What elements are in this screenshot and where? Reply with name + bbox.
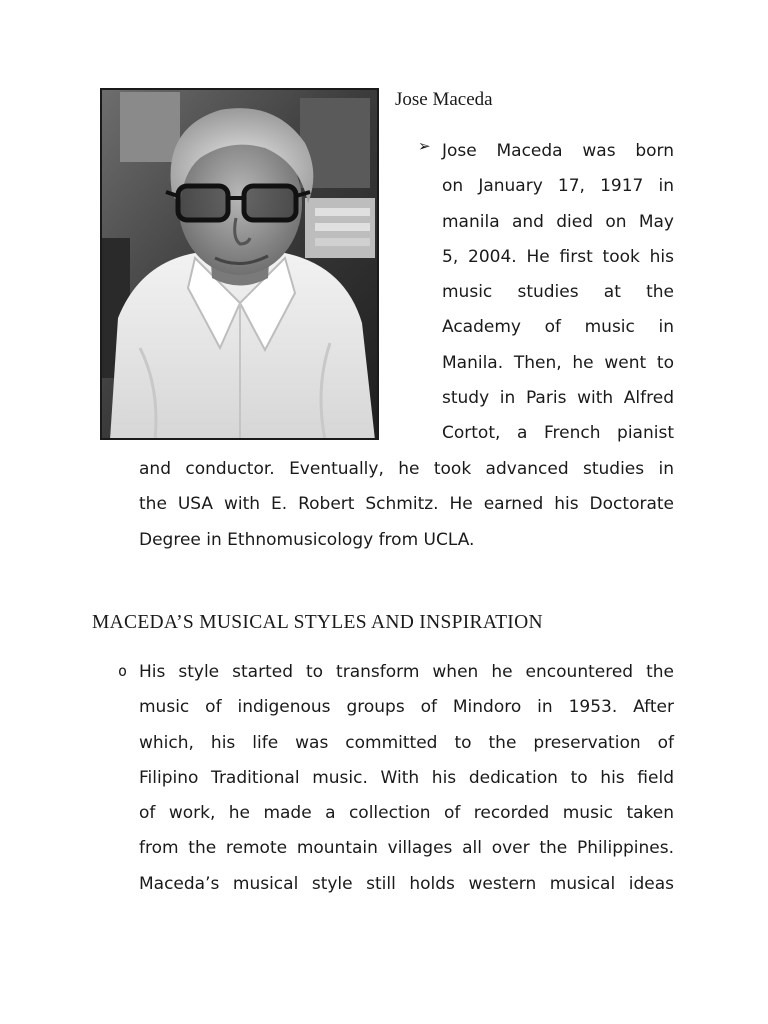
bio-line: Degree in Ethnomusicology from UCLA. [139,529,475,550]
bio-line: on January 17, 1917 in [442,176,674,197]
paragraph-line: His style started to transform when he encountered the [139,662,674,682]
bio-line: the USA with E. Robert Schmitz. He earned his Doctorate [139,494,674,515]
bio-wide-column [139,452,674,558]
bio-line: music studies at the [442,282,674,303]
bio-line: 5, 2004. He first took his [442,246,674,267]
bio-narrow-column [442,134,674,452]
subject-name: Jose Maceda [395,89,493,110]
bio-line: Manila. Then, he went to [442,352,674,373]
arrow-bullet-icon: ➢ [418,137,431,155]
paragraph-line: from the remote mountain villages all over the Philippines. [139,838,674,859]
bio-line: manila and died on May [442,211,674,232]
paragraph-line: Filipino Traditional music. With his dedication to his field [139,767,674,788]
section-heading: MACEDA’S MUSICAL STYLES AND INSPIRATION [92,612,543,633]
bio-line: and conductor. Eventually, he took advanced studies in [139,459,674,479]
paragraph-line: which, his life was committed to the preservation of [139,732,674,753]
bio-line: Academy of music in [442,317,674,338]
bio-line: Cortot, a French pianist [442,423,674,444]
portrait-image [100,88,379,440]
bio-line: Jose Maceda was born [442,141,674,161]
paragraph-line: music of indigenous groups of Mindoro in 1953. After [139,697,674,718]
bio-line: study in Paris with Alfred [442,388,674,409]
portrait-photo [100,88,379,440]
paragraph-line: of work, he made a collection of recorded music taken [139,803,674,824]
circle-bullet-icon: o [118,662,128,680]
style-paragraph [139,655,674,902]
paragraph-line: Maceda’s musical style still holds western musical ideas [139,873,674,894]
